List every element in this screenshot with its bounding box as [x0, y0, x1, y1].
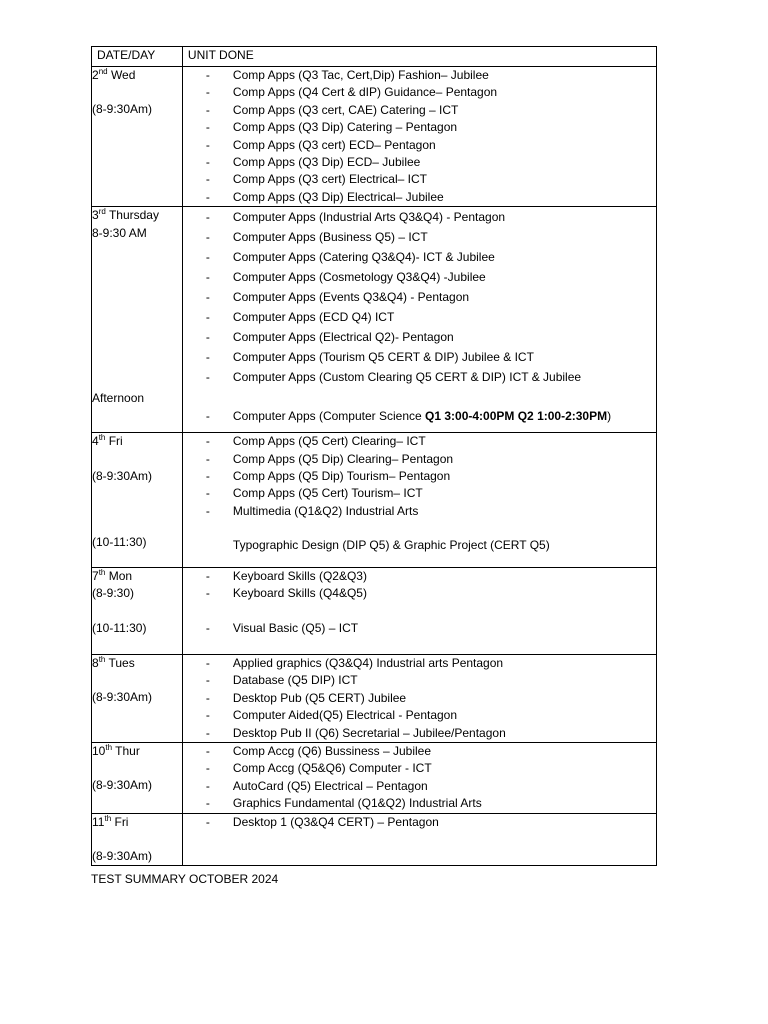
day-name: Mon: [108, 568, 133, 583]
list-item: - Comp Apps (Q5 Dip) Tourism– Pentagon: [205, 469, 451, 484]
units-cell: [182, 567, 656, 654]
date-cell: [92, 433, 183, 567]
list-item: - Computer Apps (Tourism Q5 CERT & DIP) Jubilee & ICT: [205, 350, 534, 365]
time-slot: (8-9:30Am): [92, 102, 153, 117]
units-cell: [182, 433, 656, 567]
list-item: - Comp Apps (Q3 Dip) Catering – Pentagon: [205, 120, 458, 135]
list-item: - Comp Apps (Q5 Dip) Clearing– Pentagon: [205, 451, 454, 466]
header-date-day: DATE/DAY: [92, 47, 183, 67]
list-item: - Applied graphics (Q3&Q4) Industrial arts Pentagon: [205, 655, 504, 670]
time-slot: (8-9:30Am): [92, 690, 153, 705]
time-slot: (8-9:30Am): [92, 848, 153, 863]
day-number: 11: [92, 814, 105, 829]
date-cell: [92, 67, 183, 207]
time-slot: (8-9:30): [92, 586, 135, 601]
date-cell: [92, 207, 183, 433]
day-number: 8: [92, 655, 99, 670]
header-unit-done: UNIT DONE: [182, 47, 656, 67]
afternoon-label: Afternoon: [92, 391, 145, 406]
day-name: Fri: [108, 434, 123, 449]
date-cell: [92, 742, 183, 813]
list-item: - Computer Apps (Electrical Q2)- Pentagon: [205, 330, 454, 345]
list-item-extra: Typographic Design (DIP Q5) & Graphic Project (CERT Q5): [232, 538, 550, 553]
units-cell: [182, 813, 656, 866]
time-slot: (8-9:30Am): [92, 778, 153, 793]
list-item: - Desktop Pub (Q5 CERT) Jubilee: [205, 690, 407, 705]
list-item: - Desktop Pub II (Q6) Secretarial – Jubilee/Pentagon: [205, 725, 506, 740]
list-item: - Comp Apps (Q3 cert) ECD– Pentagon: [205, 137, 436, 152]
list-item: - Comp Apps (Q3 Dip) ECD– Jubilee: [205, 155, 421, 170]
list-item: - Graphics Fundamental (Q1&Q2) Industrial Arts: [205, 796, 482, 811]
list-item: - Comp Accg (Q5&Q6) Computer - ICT: [205, 761, 432, 776]
day-suffix: th: [98, 433, 106, 443]
units-cell: [182, 742, 656, 813]
day-suffix: th: [104, 813, 112, 823]
list-item: - Keyboard Skills (Q4&Q5): [205, 586, 367, 601]
list-item-afternoon: - Computer Apps (Computer Science Q1 3:00-4:00PM Q2 1:00-2:30PM): [205, 409, 612, 424]
list-item: - Database (Q5 DIP) ICT: [205, 673, 358, 688]
time-slot: (8-9:30Am): [92, 468, 153, 483]
day-name: Fri: [114, 814, 129, 829]
table-row: [92, 742, 657, 813]
list-item: - Computer Apps (ECD Q4) ICT: [205, 310, 395, 325]
list-item: - Comp Apps (Q3 cert) Electrical– ICT: [205, 172, 427, 187]
table-row: [92, 67, 657, 207]
day-suffix: th: [105, 742, 113, 752]
day-name: Thursday: [108, 208, 159, 223]
day-suffix: nd: [98, 67, 108, 76]
time-slot: (10-11:30): [92, 535, 147, 550]
list-item: - Computer Apps (Business Q5) – ICT: [205, 230, 428, 245]
list-item: - Visual Basic (Q5) – ICT: [205, 620, 359, 635]
document-footer-title: TEST SUMMARY OCTOBER 2024: [91, 872, 279, 886]
list-item: - Comp Apps (Q5 Cert) Tourism– ICT: [205, 486, 423, 501]
list-item: - Comp Apps (Q3 cert, CAE) Catering – ICT: [205, 102, 459, 117]
list-item: - Computer Aided(Q5) Electrical - Pentagon: [205, 708, 458, 723]
header-row: [92, 47, 657, 67]
list-item: - Computer Apps (Industrial Arts Q3&Q4) - Pentagon: [205, 210, 506, 225]
units-cell: [182, 654, 656, 742]
list-item: - Keyboard Skills (Q2&Q3): [205, 568, 367, 583]
date-cell: [92, 567, 183, 654]
list-item: - AutoCard (Q5) Electrical – Pentagon: [205, 778, 428, 793]
day-number: 10: [92, 743, 106, 758]
day-number: 2: [92, 68, 99, 82]
day-suffix: th: [98, 654, 106, 664]
list-item: - Comp Apps (Q3 Tac, Cert,Dip) Fashion– Jubilee: [205, 68, 489, 82]
list-item: - Multimedia (Q1&Q2) Industrial Arts: [205, 503, 419, 518]
day-number: 7: [92, 568, 99, 583]
table-row: [92, 567, 657, 654]
list-item: - Computer Apps (Catering Q3&Q4)- ICT & Jubilee: [205, 250, 495, 265]
day-suffix: rd: [98, 207, 106, 217]
units-cell: [182, 207, 656, 433]
day-number: 3: [92, 208, 99, 223]
day-number: 4: [92, 434, 99, 449]
time-slot: 8-9:30 AM: [92, 225, 147, 240]
date-cell: [92, 813, 183, 866]
schedule-table: [91, 46, 657, 866]
list-item: - Computer Apps (Custom Clearing Q5 CERT & DIP) ICT & Jubilee: [205, 370, 582, 385]
list-item: - Desktop 1 (Q3&Q4 CERT) – Pentagon: [205, 814, 439, 829]
time-slot: (10-11:30): [92, 620, 147, 635]
day-name: Thur: [115, 743, 140, 758]
table-row: [92, 433, 657, 567]
list-item: - Computer Apps (Events Q3&Q4) - Pentagon: [205, 290, 470, 305]
list-item: - Comp Apps (Q4 Cert & dIP) Guidance– Pentagon: [205, 85, 498, 100]
day-name: Wed: [110, 68, 136, 82]
list-item: - Comp Accg (Q6) Bussiness – Jubilee: [205, 743, 432, 758]
list-item: - Comp Apps (Q3 Dip) Electrical– Jubilee: [205, 189, 444, 204]
table-row: [92, 654, 657, 742]
date-cell: [92, 654, 183, 742]
list-item: - Comp Apps (Q5 Cert) Clearing– ICT: [205, 434, 426, 449]
table-row: [92, 813, 657, 866]
units-cell: [182, 67, 656, 207]
day-name: Tues: [108, 655, 135, 670]
list-item: - Computer Apps (Cosmetology Q3&Q4) -Jubilee: [205, 270, 486, 285]
table-row: [92, 207, 657, 433]
day-suffix: th: [98, 567, 106, 577]
